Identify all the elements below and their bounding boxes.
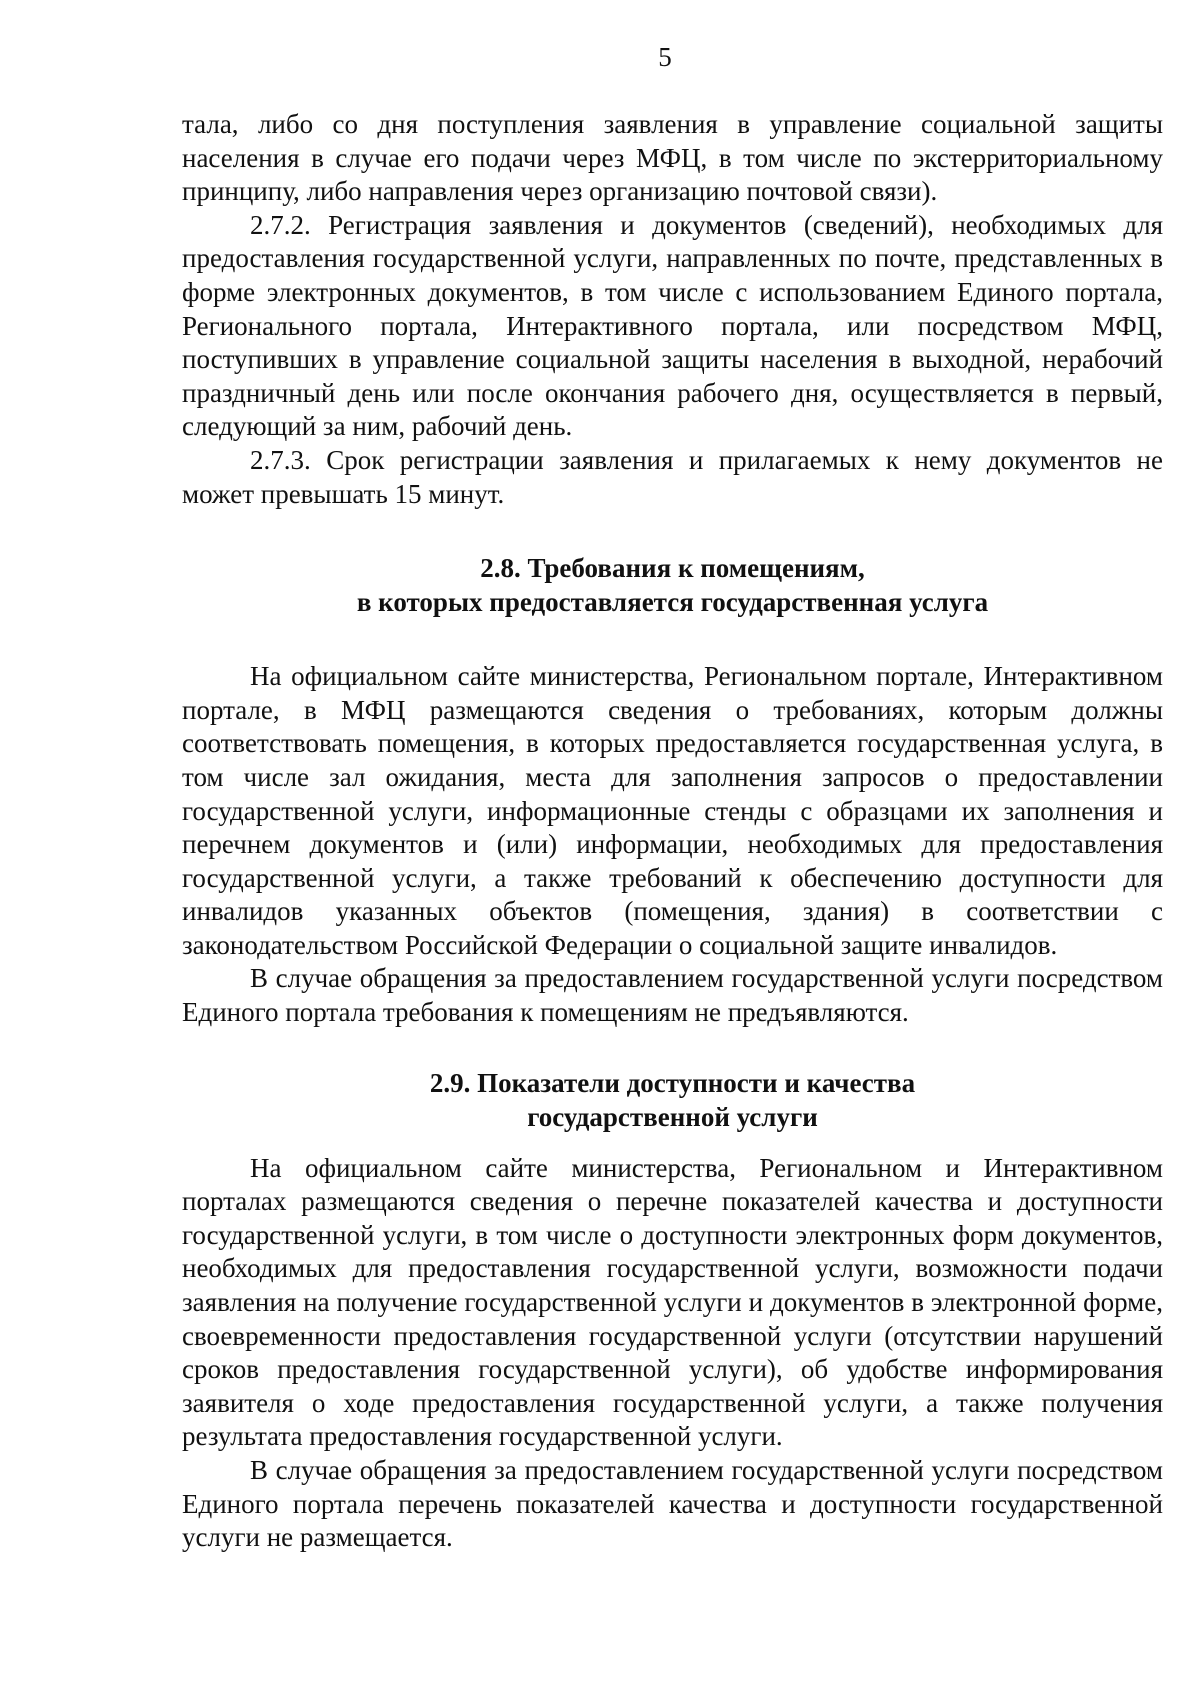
paragraph-2-7-3: 2.7.3. Срок регистрации заявления и прилагаемых к нему документов не может превышать 15 минут. xyxy=(182,444,1163,509)
spacer xyxy=(182,1134,1163,1152)
spacer xyxy=(182,511,1163,551)
paragraph-2-8-requirements: На официальном сайте министерства, Региональном портале, Интерактивном портале, в МФЦ размещаются сведения о требованиях, которым должны соответствовать помещения, в которых предоставляется государственная услуга, в том числе зал ожидания, места для заполнения запросов о предоставлении государственной услуги, информационные стенды с образцами их заполнения и перечнем документов и (или) информации, необходимых для предоставления государственной услуги, а также требований к обеспечению доступности для инвалидов указанных объектов (помещения, здания) в соответствии с законодательством Российской Федерации о социальной защите инвалидов. xyxy=(182,661,1163,960)
paragraph-2-7-2: 2.7.2. Регистрация заявления и документов (сведений), необходимых для предоставления государственной услуги, направленных по почте, представленных в форме электронных документов, в том числе с использованием Единого портала, Регионального портала, Интерактивного портала, или посредством МФЦ, поступивших в управление социальной защиты населения в выходной, нерабочий праздничный день или после окончания рабочего дня, осуществляется в первый, следующий за ним, рабочий день. xyxy=(182,209,1163,442)
section-heading-line: государственной услуги xyxy=(527,1101,818,1132)
document-body xyxy=(182,108,1163,1555)
spacer xyxy=(182,1030,1163,1066)
paragraph-2-8-portal: В случае обращения за предоставлением государственной услуги посредством Единого портала требования к помещениям не предъявляются. xyxy=(182,963,1163,1028)
section-heading-line: 2.8. Требования к помещениям, xyxy=(480,553,865,584)
paragraph-2-9-indicators: На официальном сайте министерства, Региональном и Интерактивном порталах размещаются сведения о перечне показателей качества и доступности государственной услуги, в том числе о доступности электронных форм документов, необходимых для предоставления государственной услуги, возможности подачи заявления на получение государственной услуги и документов в электронной форме, своевременности предоставления государственной услуги (отсутствии нарушений сроков предоставления государственной услуги), об удобстве информирования заявителя о ходе предоставления государственной услуги, а также получения результата предоставления государственной услуги. xyxy=(182,1152,1163,1452)
paragraph-continuation: тала, либо со дня поступления заявления в управление социальной защиты населения в случае его подачи через МФЦ, в том числе по экстерриториальному принципу, либо направления через организацию почтовой связи). xyxy=(182,109,1163,207)
page-number: 5 xyxy=(658,42,672,72)
section-heading-2-8 xyxy=(182,551,1163,619)
section-heading-line: в которых предоставляется государственная услуга xyxy=(356,587,989,618)
section-heading-2-9 xyxy=(182,1066,1163,1134)
section-heading-line: 2.9. Показатели доступности и качества xyxy=(429,1067,916,1098)
spacer xyxy=(182,619,1163,660)
paragraph-2-9-portal: В случае обращения за предоставлением государственной услуги посредством Единого портала перечень показателей качества и доступности государственной услуги не размещается. xyxy=(182,1455,1163,1553)
